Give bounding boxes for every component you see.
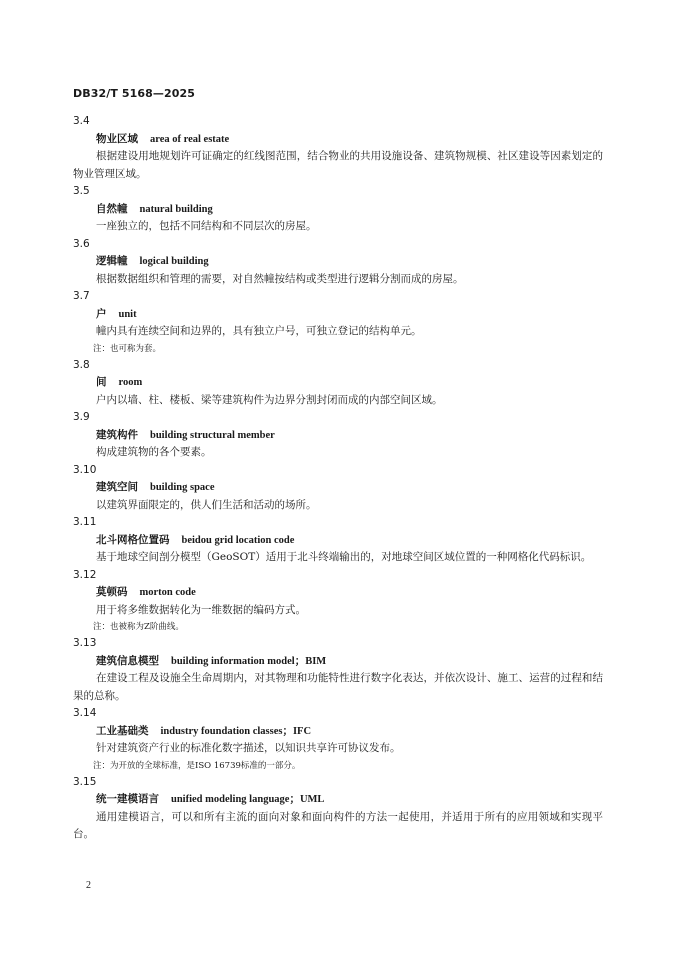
term-title (73, 253, 603, 271)
term-name-zh: 自然幢 (96, 202, 128, 215)
term-entry (73, 183, 603, 236)
term-name-zh: 建筑信息模型 (96, 654, 159, 667)
term-definition: 户内以墙、柱、楼板、梁等建筑构件为边界分割封闭而成的内部空间区域。 (96, 393, 443, 406)
term-note: 注：也被称为Z阶曲线。 (93, 622, 184, 632)
term-number: 3.12 (73, 568, 97, 581)
term-name-en: natural building (139, 203, 213, 215)
term-name-zh: 物业区域 (96, 132, 138, 145)
term-entry (73, 514, 603, 567)
term-title (73, 374, 603, 392)
term-entry (73, 288, 603, 357)
term-note: 注：也可称为套。 (93, 343, 162, 354)
term-number: 3.11 (73, 516, 97, 528)
term-name-en: area of real estate (150, 133, 230, 145)
term-name-zh: 工业基础类 (96, 724, 149, 737)
document-header: DB32/T 5168—2025 (73, 87, 196, 100)
term-name-zh: 统一建模语言 (96, 793, 159, 805)
term-definition: 通用建模语言，可以和所有主流的面向对象和面向构件的方法一起使用，并适用于所有的应用领域和实现平台。 (73, 810, 603, 840)
term-entry (73, 113, 603, 183)
term-definition: 基于地球空间剖分模型（GeoSOT）适用于北斗终端输出的，对地球空间区域位置的一种网格化代码标识。 (96, 551, 592, 563)
term-definition: 根据数据组织和管理的需要，对自然幢按结构或类型进行逻辑分割而成的房屋。 (96, 272, 464, 285)
term-note: 注：为开放的全球标准，是ISO 16739标准的一部分。 (93, 760, 301, 771)
term-entry (73, 567, 603, 636)
term-definition: 幢内具有连续空间和边界的，具有独立户号，可独立登记的结构单元。 (96, 325, 422, 337)
term-title (73, 791, 603, 809)
term-title (73, 427, 603, 445)
term-name-zh: 北斗网格位置码 (96, 533, 170, 546)
term-entry (73, 462, 603, 515)
term-number: 3.8 (73, 358, 90, 371)
term-number: 3.7 (73, 290, 90, 302)
term-definition: 在建设工程及设施全生命周期内，对其物理和功能特性进行数字化表达，并依次设计、施工、运营的过程和结果的总称。 (73, 672, 603, 702)
terms-list (73, 113, 603, 844)
term-entry (73, 409, 603, 462)
term-name-zh: 逻辑幢 (96, 255, 128, 267)
term-name-en: industry foundation classes；IFC (160, 725, 312, 737)
term-name-en: logical building (139, 256, 209, 267)
term-number: 3.13 (73, 637, 97, 649)
term-name-en: unit (118, 308, 137, 320)
term-entry (73, 774, 603, 844)
term-title (73, 653, 603, 671)
term-definition: 用于将多维数据转化为一维数据的编码方式。 (96, 603, 306, 616)
term-name-zh: 莫顿码 (96, 586, 128, 598)
term-title (73, 201, 603, 219)
term-entry (73, 635, 603, 705)
term-definition: 针对建筑资产行业的标准化数字描述，以知识共享许可协议发布。 (96, 742, 401, 754)
term-entry (73, 705, 603, 774)
term-number: 3.15 (73, 775, 97, 788)
term-name-en: room (118, 377, 143, 388)
term-name-en: building information model；BIM (171, 655, 327, 667)
term-name-en: beidou grid location code (181, 534, 295, 546)
term-title (73, 532, 603, 550)
term-entry (73, 357, 603, 410)
term-number: 3.5 (73, 185, 90, 197)
term-definition: 构成建筑物的各个要素。 (96, 446, 212, 458)
term-name-en: unified modeling language；UML (171, 794, 325, 805)
term-title (73, 306, 603, 324)
term-definition: 以建筑界面限定的，供人们生活和活动的场所。 (96, 498, 317, 511)
term-name-zh: 户 (96, 307, 107, 320)
term-definition: 根据建设用地规划许可证确定的红线图范围，结合物业的共用设施设备、建筑物规模、社区建设等因素划定的物业管理区域。 (73, 150, 603, 180)
page-number: 2 (86, 880, 91, 891)
term-name-zh: 建筑空间 (96, 481, 138, 493)
term-name-zh: 间 (96, 376, 107, 388)
term-name-en: building structural member (150, 429, 275, 441)
term-name-en: morton code (139, 587, 196, 598)
term-title (73, 131, 603, 149)
term-title (73, 479, 603, 497)
term-definition: 一座独立的，包括不同结构和不同层次的房屋。 (96, 220, 317, 232)
term-number: 3.10 (73, 463, 97, 476)
term-name-zh: 建筑构件 (96, 428, 138, 441)
term-number: 3.9 (73, 411, 90, 423)
term-entry (73, 236, 603, 289)
term-title (73, 584, 603, 602)
term-number: 3.4 (73, 115, 90, 127)
term-title (73, 723, 603, 741)
term-name-en: building space (150, 482, 215, 493)
term-number: 3.6 (73, 237, 90, 250)
term-number: 3.14 (73, 707, 97, 719)
